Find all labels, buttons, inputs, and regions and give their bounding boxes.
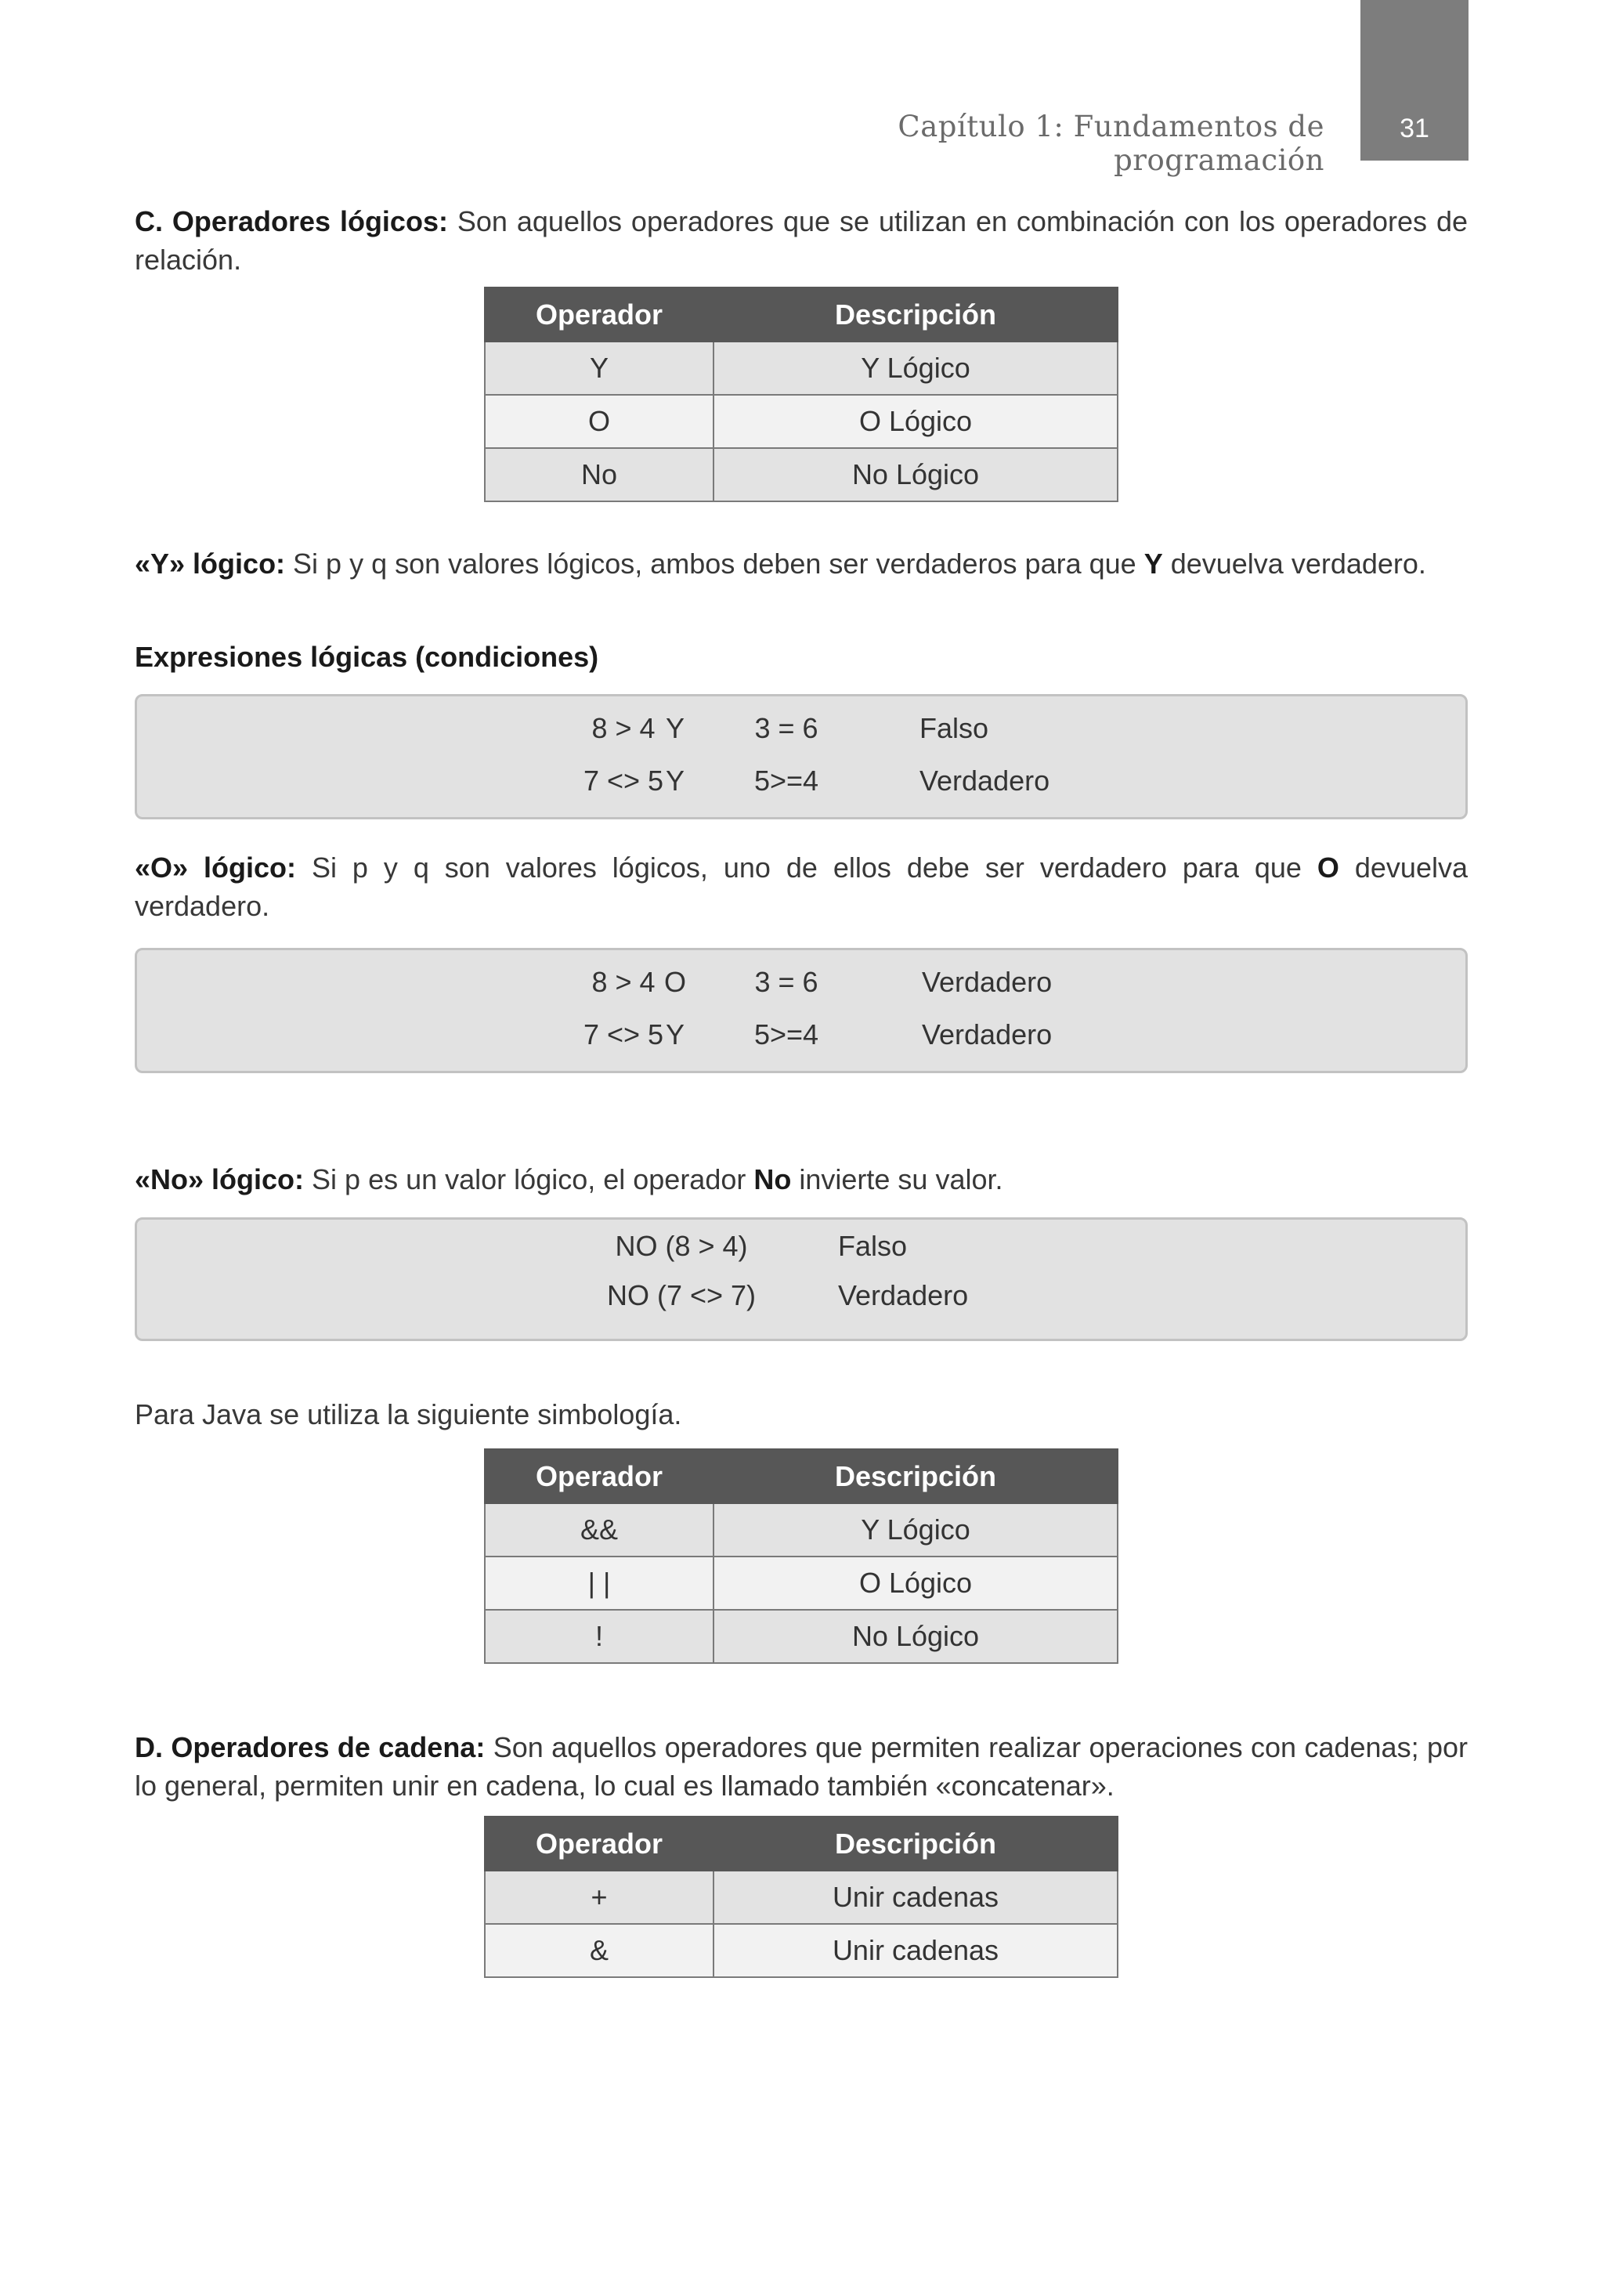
expression-box-no bbox=[135, 1217, 1468, 1341]
expression-right: 3 = 6 bbox=[754, 966, 818, 998]
description-cell: Y Lógico bbox=[713, 1503, 1118, 1557]
expression-result: Falso bbox=[919, 712, 989, 744]
column-header-description: Descripción bbox=[713, 1817, 1118, 1871]
section-c-text: Son aquellos operadores que se utilizan en combinación con los operadores de relación. bbox=[135, 205, 1469, 276]
expression-right: 3 = 6 bbox=[754, 712, 818, 744]
page-number-tab bbox=[1360, 0, 1469, 161]
y-logic-text2: devuelva verdadero. bbox=[1162, 548, 1426, 580]
page-number: 31 bbox=[1400, 114, 1429, 143]
description-cell: Y Lógico bbox=[713, 342, 1118, 395]
table-row bbox=[485, 1871, 1118, 1924]
logic-operators-table bbox=[484, 287, 1118, 502]
column-header-description: Descripción bbox=[713, 1449, 1118, 1503]
table-row bbox=[485, 395, 1118, 448]
expressions-heading: Expresiones lógicas (condiciones) bbox=[135, 641, 599, 673]
operator-cell: | | bbox=[485, 1557, 713, 1610]
table-row bbox=[485, 1557, 1118, 1610]
description-cell: Unir cadenas bbox=[713, 1871, 1118, 1924]
expression-left: 7 <> 5 bbox=[583, 1018, 664, 1050]
operator-cell: && bbox=[485, 1503, 713, 1557]
section-d-lead: D. Operadores de cadena: bbox=[135, 1731, 486, 1763]
chapter-header: Capítulo 1: Fundamentos de programación bbox=[898, 110, 1324, 177]
java-operators-table bbox=[484, 1448, 1118, 1664]
table-row bbox=[485, 1610, 1118, 1663]
y-logic-text1: Si p y q son valores lógicos, ambos deben ser verdaderos para que bbox=[285, 548, 1144, 580]
expression-result: Verdadero bbox=[922, 1018, 1053, 1050]
operator-cell: ! bbox=[485, 1610, 713, 1663]
o-logic-text1: Si p y q son valores lógicos, uno de ellos debe ser verdadero para que bbox=[295, 852, 1317, 884]
y-logic-lead: «Y» lógico: bbox=[135, 548, 286, 580]
expression-result: Verdadero bbox=[838, 1279, 969, 1311]
no-logic-bold: No bbox=[753, 1163, 792, 1195]
table-header-row bbox=[485, 287, 1118, 342]
expression-right: 5>=4 bbox=[753, 1018, 819, 1050]
column-header-operator: Operador bbox=[485, 1449, 713, 1503]
o-logic-lead: «O» lógico: bbox=[135, 852, 296, 884]
table-row bbox=[485, 1924, 1118, 1977]
expression-result: Verdadero bbox=[922, 966, 1053, 998]
expression-result: Falso bbox=[838, 1230, 908, 1262]
expression-left: 8 > 4 bbox=[591, 966, 656, 998]
expression-operator: Y bbox=[665, 1018, 685, 1050]
operator-cell: & bbox=[485, 1924, 713, 1977]
table-row bbox=[485, 448, 1118, 501]
description-cell: No Lógico bbox=[713, 1610, 1118, 1663]
column-header-description: Descripción bbox=[713, 287, 1118, 342]
o-logic-paragraph bbox=[135, 848, 1468, 925]
expression-left: 8 > 4 bbox=[591, 712, 656, 744]
description-cell: O Lógico bbox=[713, 395, 1118, 448]
description-cell: Unir cadenas bbox=[713, 1924, 1118, 1977]
column-header-operator: Operador bbox=[485, 287, 713, 342]
y-logic-bold: Y bbox=[1143, 548, 1163, 580]
description-cell: No Lógico bbox=[713, 448, 1118, 501]
operator-cell: + bbox=[485, 1871, 713, 1924]
expression-right: 5>=4 bbox=[753, 765, 819, 797]
expression-operator: Y bbox=[665, 712, 685, 744]
operator-cell: No bbox=[485, 448, 713, 501]
description-cell: O Lógico bbox=[713, 1557, 1118, 1610]
expression-box-o bbox=[135, 948, 1468, 1073]
no-logic-lead: «No» lógico: bbox=[135, 1163, 305, 1195]
y-logic-paragraph bbox=[135, 544, 1468, 583]
java-intro-paragraph: Para Java se utiliza la siguiente simbología. bbox=[135, 1398, 682, 1430]
no-logic-paragraph bbox=[135, 1160, 1468, 1199]
table-header-row bbox=[485, 1449, 1118, 1503]
expression-left: NO (8 > 4) bbox=[615, 1230, 748, 1262]
expression-left: NO (7 <> 7) bbox=[606, 1279, 757, 1311]
expression-box-y bbox=[135, 694, 1468, 819]
table-row bbox=[485, 1503, 1118, 1557]
string-operators-table bbox=[484, 1816, 1118, 1978]
expression-left: 7 <> 5 bbox=[583, 765, 664, 797]
column-header-operator: Operador bbox=[485, 1817, 713, 1871]
table-row bbox=[485, 342, 1118, 395]
table-header-row bbox=[485, 1817, 1118, 1871]
section-c-lead: C. Operadores lógicos: bbox=[135, 205, 448, 237]
o-logic-text2: devuelva verdadero. bbox=[135, 852, 1468, 922]
expression-operator: O bbox=[663, 966, 686, 998]
expression-operator: Y bbox=[665, 765, 685, 797]
operator-cell: Y bbox=[485, 342, 713, 395]
o-logic-bold: O bbox=[1317, 852, 1339, 884]
expression-result: Verdadero bbox=[919, 765, 1050, 797]
section-d-text: Son aquellos operadores que permiten realizar operaciones con cadenas; por lo general, permiten unir en cadena, lo cual es llamado también «concatenar». bbox=[135, 1731, 1468, 1802]
operator-cell: O bbox=[485, 395, 713, 448]
no-logic-text1: Si p es un valor lógico, el operador bbox=[304, 1163, 754, 1195]
section-c-paragraph bbox=[135, 202, 1468, 279]
no-logic-text2: invierte su valor. bbox=[791, 1163, 1003, 1195]
section-d-paragraph bbox=[135, 1728, 1468, 1805]
